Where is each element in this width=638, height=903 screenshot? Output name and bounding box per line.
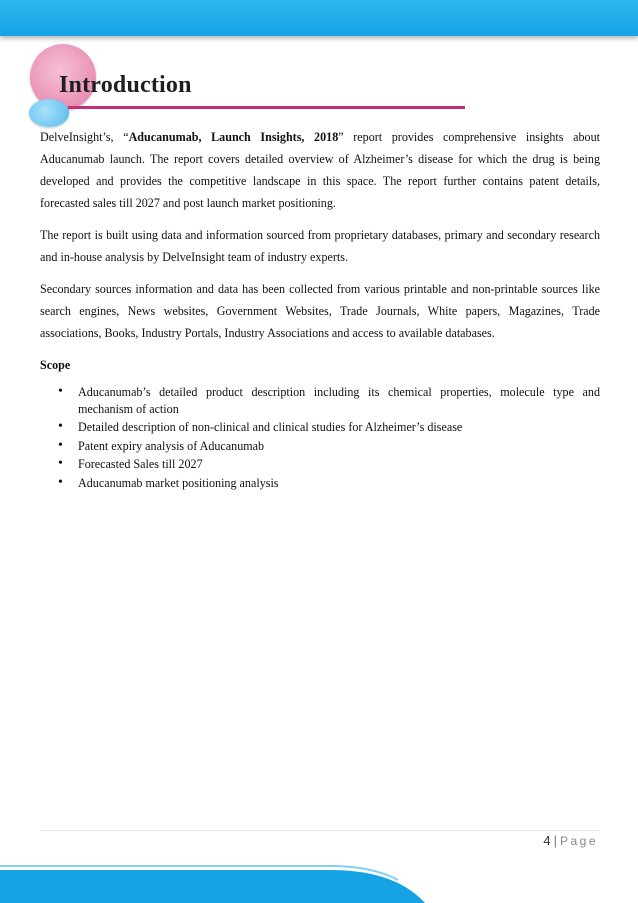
footer-divider (40, 830, 600, 831)
page-label: Page (559, 834, 598, 848)
intro-rest: ” report provides comprehensive insights about Aducanumab launch. The report covers detailed overview of Alzheimer’s disease for which the drug is being developed and provides the competitive landscape in this space. The report further contains patent details, forecasted sales till 2027 and post launch market positioning. (40, 130, 600, 210)
scope-item: • Detailed description of non-clinical and clinical studies for Alzheimer’s disease (78, 419, 600, 436)
scope-item: • Aducanumab’s detailed product description including its chemical properties, molecule type and mechanism of action (78, 384, 600, 417)
report-title: Aducanumab, Launch Insights, 2018 (128, 130, 339, 144)
document-body (40, 126, 600, 493)
scope-heading: Scope (40, 358, 71, 372)
scope-item: • Forecasted Sales till 2027 (78, 456, 600, 473)
intro-lead: DelveInsight’s, “ (40, 130, 129, 144)
page-number-separator: | (553, 833, 557, 848)
paragraph-intro (40, 126, 600, 214)
blue-oval-decoration (29, 99, 69, 127)
header-bar (0, 0, 638, 36)
scope-item: • Patent expiry analysis of Aducanumab (78, 438, 600, 455)
section-title: Introduction (59, 72, 192, 98)
page-number (543, 833, 598, 848)
title-underline (68, 106, 465, 109)
paragraph-data-sources: The report is built using data and information sourced from proprietary databases, primary and secondary research and in-house analysis by DelveInsight team of industry experts. (40, 228, 600, 264)
page-number-value: 4 (543, 833, 551, 848)
scope-list (40, 384, 600, 491)
footer-wave-decoration (0, 862, 638, 903)
scope-item: • Aducanumab market positioning analysis (78, 475, 600, 492)
paragraph-secondary-sources: Secondary sources information and data has been collected from various printable and non-printable sources like search engines, News websites, Government Websites, Trade Journals, White papers, Magazines, Trade associations, Books, Industry Portals, Industry Associations and access to available databases. (40, 282, 600, 340)
